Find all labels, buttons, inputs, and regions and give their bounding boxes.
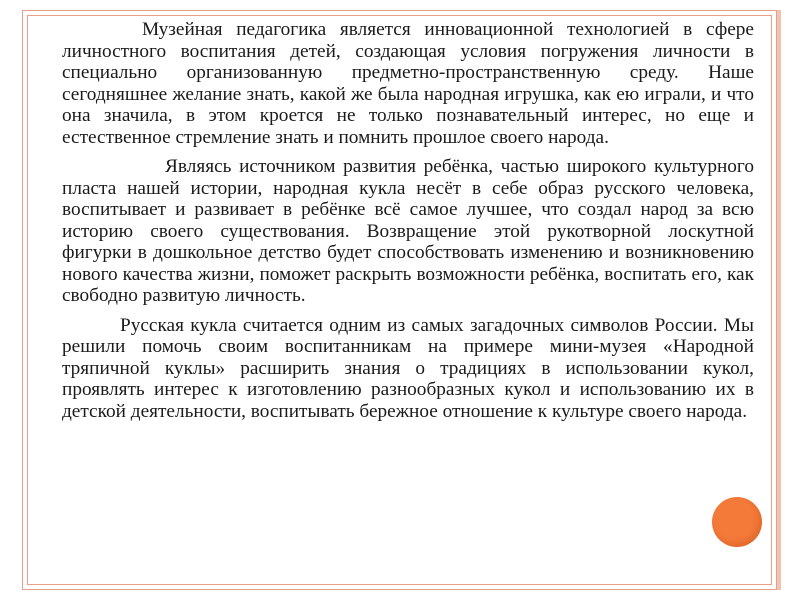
decorative-orange-circle [712, 497, 762, 547]
paragraph-russian-doll: Русская кукла считается одним из самых загадочных символов России. Мы решили помочь своим воспитанникам на примере мини-музея «Народной тряпичной куклы» расширить знания о традициях в использовании кукол, проявлять интерес к изготовлению разнообразных кукол и использованию их в детской деятельности, воспитывать бережное отношение к культуре своего народа. [62, 314, 754, 422]
slide-accent-stripe [777, 10, 781, 590]
slide-body-text [62, 19, 754, 430]
paragraph-folk-doll: Являясь источником развития ребёнка, частью широкого культурного пласта нашей истории, народная кукла несёт в себе образ русского человека, воспитывает и развивает в ребёнке всё самое лучшее, что создал народ за всю историю своего существования. Возвращение этой рукотворной лоскутной фигурки в дошкольное детство будет способствовать изменению и возникновению нового качества жизни, поможет раскрыть возможности ребёнка, воспитать его, как свободно развитую личность. [62, 156, 754, 306]
paragraph-museum-pedagogy: Музейная педагогика является инновационной технологией в сфере личностного воспитания детей, создающая условия погружения личности в специально организованную предметно-пространственную среду. Наше сегодняшнее желание знать, какой же была народная игрушка, как ею играли, и что она значила, в этом кроется не только познавательный интерес, но еще и естественное стремление знать и помнить прошлое своего народа. [62, 19, 754, 148]
